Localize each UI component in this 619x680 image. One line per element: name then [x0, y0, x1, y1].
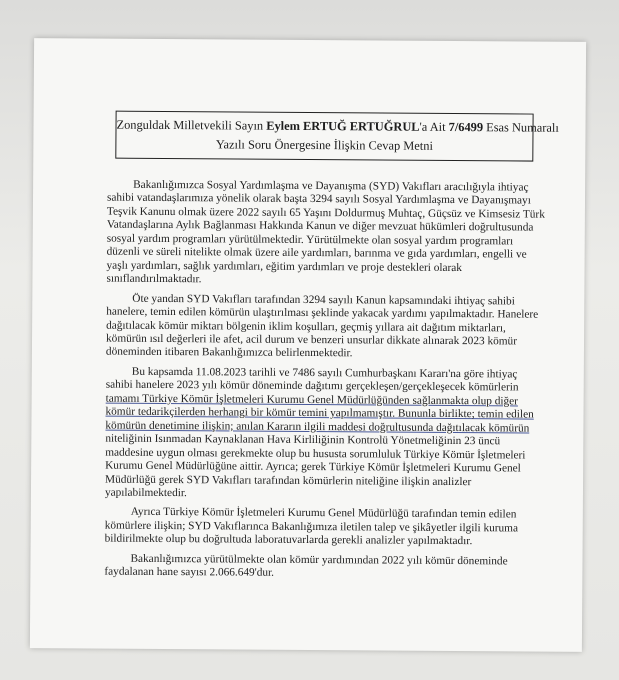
paragraph-1: Bakanlığımızca Sosyal Yardımlaşma ve Dayanışma (SYD) Vakıfları aracılığıyla ihtiyaç sahibi vatandaşlarımıza yönelik olarak başta 3294 sayılı Sosyal Yardımlaşma ve Dayanışmayı Teşvik Kanunu olmak üzere 2022 sayılı 65 Yaşını Doldurmuş Muhtaç, Güçsüz ve Kimsesiz Türk Vatandaşlarına Aylık Bağlanması Hakkında Kanun ve diğer mevzuat hükümleri doğrultusunda sosyal yardım programları yürütülmektedir. Yürütülmekte olan sosyal yardım programları düzenli ve süreli nitelikte olmak üzere aile yardımları, barınma ve gıda yardımları, engelli ve yaşlı yardımları, sağlık yardımları, eğitim yardımları ve proje destekleri olarak sınıflandırılmaktadır.: [106, 178, 545, 286]
header-line-1: Zonguldak Milletvekili Sayın Eylem ERTUĞ ERTUĞRUL'a Ait 7/6499 Esas Numaralı: [116, 117, 559, 135]
underlined-line: kömürün denetimine ilişkin; anılan Kararın ilgili maddesi doğrultusunda dağıtılacak kömürün: [105, 419, 530, 435]
paragraph-2: Öte yandan SYD Vakıfları tarafından 3294 sayılı Kanun kapsamındaki ihtiyaç sahibi hanelere, temin edilen kömürün ulaştırılması şeklinde yakacak yardımı yapılmaktadır. Hanelere dağıtılacak kömür miktarı bölgenin iklim koşulları, geçmiş yıllara ait dağıtım miktarları, kömürün ısıl değerleri ile afet, acil durum ve benzeri unsurlar dikkate alınarak 2023 kömür döneminden itibaren Bakanlığımızca belirlenmektedir.: [105, 292, 539, 360]
paragraph-4: Ayrıca Türkiye Kömür İşletmeleri Kurumu Genel Müdürlüğü tarafından temin edilen kömürlere ilişkin; SYD Vakıflarınca Bakanlığımıza iletilen talep ve şikâyetler ilgili kuruma bildirilmekte olup bu doğrultuda laboratuvarlarda gerekli analizler yapılmaktadır.: [104, 506, 519, 548]
document-body: [104, 179, 549, 589]
document-page: [30, 38, 586, 652]
underlined-line: kömür tedarikçilerden herhangi bir kömür temini yapılmamıştır. Bununla birlikte; temin edilen: [105, 405, 534, 421]
deputy-name: Eylem ERTUĞ ERTUĞRUL: [266, 118, 420, 134]
paragraph-3: Bu kapsamda 11.08.2023 tarihli ve 7486 sayılı Cumhurbaşkanı Kararı'na göre ihtiyaç sahibi hanelere 2023 yılı kömür döneminde dağıtımı gerçekleşen/gerçekleşecek kömürlerin tamamı Türkiye Kömür İşletmeleri Kurumu Genel Müdürlüğünden sağlanmakta olup diğer kömür tedarikçilerden herhangi bir kömür temini yapılmamıştır. Bununla birlikte; temin edilen kömürün denetimine ilişkin; anılan Kararın ilgili maddesi doğrultusunda dağıtılacak kömürün niteliğinin Isınmadan Kaynaklanan Hava Kirliliğinin Kontrolü Yönetmeliğinin 23 üncü maddesine uygun olması gerekmekte olup bu hususta sorumluluk Türkiye Kömür İşletmeleri Kurumu Genel Müdürlüğüne aittir. Ayrıca; gerek Türkiye Kömür İşletmeleri Kurumu Genel Müdürlüğü gerek SYD Vakıfları tarafından kömürlerin niteliğine ilişkin analizler yapılabilmektedir.: [105, 365, 548, 503]
paragraph-5: Bakanlığımızca yürütülmekte olan kömür yardımından 2022 yılı kömür döneminde faydalanan hane sayısı 2.066.649'dur.: [104, 552, 508, 580]
document-header-box: [115, 111, 559, 162]
header-line-2: Yazılı Soru Önergesine İlişkin Cevap Metni: [215, 137, 433, 153]
underlined-line: tamamı Türkiye Kömür İşletmeleri Kurumu Genel Müdürlüğünden sağlanmakta olup diğer: [105, 392, 518, 408]
question-number: 7/6499: [448, 119, 484, 135]
